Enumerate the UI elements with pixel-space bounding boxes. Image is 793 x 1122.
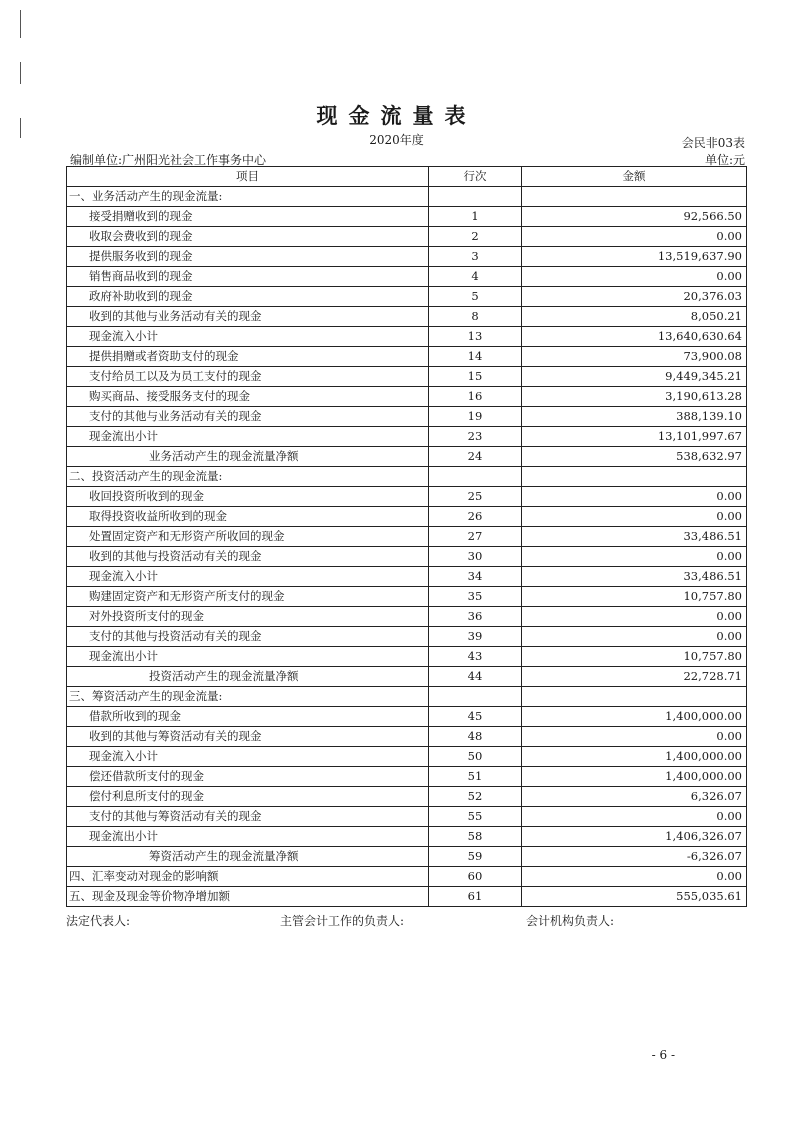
document-title: 现金流量表 — [316, 103, 477, 128]
row-amount: 92,566.50 — [522, 207, 747, 227]
row-line-number: 15 — [429, 367, 522, 387]
scan-margin-mark — [20, 62, 21, 84]
row-line-number: 5 — [429, 287, 522, 307]
section-row — [67, 887, 747, 907]
table-row — [67, 287, 747, 307]
row-line-number: 60 — [429, 867, 522, 887]
table-row — [67, 747, 747, 767]
row-item-label: 现金流出小计 — [67, 647, 429, 667]
row-item-label: 五、现金及现金等价物净增加额 — [67, 887, 429, 907]
table-row — [67, 827, 747, 847]
row-amount: 538,632.97 — [522, 447, 747, 467]
row-item-label: 支付的其他与投资活动有关的现金 — [67, 627, 429, 647]
row-line-number: 52 — [429, 787, 522, 807]
row-item-label: 二、投资活动产生的现金流量: — [67, 467, 429, 487]
row-line-number: 59 — [429, 847, 522, 867]
row-line-number: 48 — [429, 727, 522, 747]
row-amount: 1,400,000.00 — [522, 767, 747, 787]
legal-representative-label: 法定代表人: — [66, 914, 131, 928]
row-item-label: 提供服务收到的现金 — [67, 247, 429, 267]
row-amount: 10,757.80 — [522, 647, 747, 667]
table-row — [67, 527, 747, 547]
row-item-label: 取得投资收益所收到的现金 — [67, 507, 429, 527]
row-line-number: 36 — [429, 607, 522, 627]
table-row — [67, 647, 747, 667]
table-row — [67, 507, 747, 527]
table-row — [67, 427, 747, 447]
row-item-label: 收取会费收到的现金 — [67, 227, 429, 247]
row-amount: 0.00 — [522, 627, 747, 647]
row-line-number: 27 — [429, 527, 522, 547]
row-amount: 13,640,630.64 — [522, 327, 747, 347]
table-row — [67, 307, 747, 327]
row-amount: 33,486.51 — [522, 527, 747, 547]
row-line-number: 51 — [429, 767, 522, 787]
table-row — [67, 567, 747, 587]
row-amount — [522, 187, 747, 207]
table-row — [67, 327, 747, 347]
row-amount: 0.00 — [522, 267, 747, 287]
row-line-number: 13 — [429, 327, 522, 347]
row-line-number: 55 — [429, 807, 522, 827]
row-item-label: 处置固定资产和无形资产所收回的现金 — [67, 527, 429, 547]
row-amount: 0.00 — [522, 227, 747, 247]
row-amount: 555,035.61 — [522, 887, 747, 907]
table-row — [67, 387, 747, 407]
row-line-number: 2 — [429, 227, 522, 247]
row-amount — [522, 467, 747, 487]
table-row — [67, 627, 747, 647]
row-line-number: 44 — [429, 667, 522, 687]
row-amount: 0.00 — [522, 807, 747, 827]
row-amount: 1,400,000.00 — [522, 707, 747, 727]
table-row — [67, 407, 747, 427]
net-total-row — [67, 447, 747, 467]
row-line-number: 30 — [429, 547, 522, 567]
page-number: - 6 - — [651, 1048, 675, 1062]
row-amount: 0.00 — [522, 727, 747, 747]
row-line-number: 26 — [429, 507, 522, 527]
row-amount: 3,190,613.28 — [522, 387, 747, 407]
row-item-label: 四、汇率变动对现金的影响额 — [67, 867, 429, 887]
row-item-label: 现金流入小计 — [67, 747, 429, 767]
row-line-number: 45 — [429, 707, 522, 727]
column-header-line: 行次 — [429, 167, 522, 187]
row-amount: 0.00 — [522, 507, 747, 527]
row-item-label: 支付给员工以及为员工支付的现金 — [67, 367, 429, 387]
organization-name: 编制单位:广州阳光社会工作事务中心 — [70, 153, 267, 167]
row-item-label: 投资活动产生的现金流量净额 — [67, 667, 429, 687]
row-line-number: 3 — [429, 247, 522, 267]
form-number: 会民非03表 — [681, 136, 745, 150]
row-item-label: 接受捐赠收到的现金 — [67, 207, 429, 227]
row-item-label: 现金流出小计 — [67, 827, 429, 847]
row-amount: 0.00 — [522, 867, 747, 887]
row-item-label: 对外投资所支付的现金 — [67, 607, 429, 627]
column-header-item: 项目 — [67, 167, 429, 187]
column-header-amount: 金额 — [522, 167, 747, 187]
row-item-label: 销售商品收到的现金 — [67, 267, 429, 287]
table-row — [67, 367, 747, 387]
row-item-label: 提供捐赠或者资助支付的现金 — [67, 347, 429, 367]
row-amount: 22,728.71 — [522, 667, 747, 687]
row-item-label: 现金流入小计 — [67, 567, 429, 587]
table-row — [67, 207, 747, 227]
row-amount — [522, 687, 747, 707]
table-row — [67, 767, 747, 787]
table-row — [67, 727, 747, 747]
row-amount: 13,101,997.67 — [522, 427, 747, 447]
row-line-number: 24 — [429, 447, 522, 467]
row-amount: 73,900.08 — [522, 347, 747, 367]
row-amount: 1,400,000.00 — [522, 747, 747, 767]
row-line-number: 1 — [429, 207, 522, 227]
row-line-number: 58 — [429, 827, 522, 847]
table-row — [67, 787, 747, 807]
row-line-number: 50 — [429, 747, 522, 767]
table-row — [67, 487, 747, 507]
section-row — [67, 467, 747, 487]
section-row — [67, 187, 747, 207]
report-year: 2020年度 — [369, 133, 424, 147]
row-amount: 9,449,345.21 — [522, 367, 747, 387]
row-item-label: 筹资活动产生的现金流量净额 — [67, 847, 429, 867]
row-line-number: 4 — [429, 267, 522, 287]
section-row — [67, 867, 747, 887]
row-line-number: 23 — [429, 427, 522, 447]
row-item-label: 收回投资所收到的现金 — [67, 487, 429, 507]
table-header-row — [67, 167, 747, 187]
table-row — [67, 267, 747, 287]
row-amount: 388,139.10 — [522, 407, 747, 427]
currency-unit: 单位:元 — [704, 153, 745, 167]
row-line-number: 61 — [429, 887, 522, 907]
row-amount: 0.00 — [522, 487, 747, 507]
row-line-number: 43 — [429, 647, 522, 667]
section-row — [67, 687, 747, 707]
row-item-label: 一、业务活动产生的现金流量: — [67, 187, 429, 207]
net-total-row — [67, 847, 747, 867]
accounting-dept-head-label: 会计机构负责人: — [526, 914, 615, 928]
table-row — [67, 247, 747, 267]
row-item-label: 收到的其他与投资活动有关的现金 — [67, 547, 429, 567]
row-item-label: 业务活动产生的现金流量净额 — [67, 447, 429, 467]
row-item-label: 三、筹资活动产生的现金流量: — [67, 687, 429, 707]
row-item-label: 现金流入小计 — [67, 327, 429, 347]
row-item-label: 偿还借款所支付的现金 — [67, 767, 429, 787]
table-row — [67, 547, 747, 567]
row-line-number: 35 — [429, 587, 522, 607]
row-item-label: 购买商品、接受服务支付的现金 — [67, 387, 429, 407]
row-amount: 1,406,326.07 — [522, 827, 747, 847]
row-amount: 20,376.03 — [522, 287, 747, 307]
cash-flow-table — [66, 166, 747, 907]
row-amount: 6,326.07 — [522, 787, 747, 807]
net-total-row — [67, 667, 747, 687]
row-line-number: 39 — [429, 627, 522, 647]
row-item-label: 收到的其他与业务活动有关的现金 — [67, 307, 429, 327]
row-amount: -6,326.07 — [522, 847, 747, 867]
row-item-label: 现金流出小计 — [67, 427, 429, 447]
row-item-label: 借款所收到的现金 — [67, 707, 429, 727]
table-row — [67, 607, 747, 627]
row-line-number: 19 — [429, 407, 522, 427]
row-amount: 10,757.80 — [522, 587, 747, 607]
row-item-label: 支付的其他与业务活动有关的现金 — [67, 407, 429, 427]
row-item-label: 收到的其他与筹资活动有关的现金 — [67, 727, 429, 747]
row-item-label: 政府补助收到的现金 — [67, 287, 429, 307]
row-line-number — [429, 687, 522, 707]
row-line-number: 16 — [429, 387, 522, 407]
accounting-head-label: 主管会计工作的负责人: — [280, 914, 405, 928]
table-row — [67, 587, 747, 607]
row-line-number: 14 — [429, 347, 522, 367]
table-row — [67, 227, 747, 247]
row-line-number: 8 — [429, 307, 522, 327]
row-line-number — [429, 187, 522, 207]
row-line-number: 34 — [429, 567, 522, 587]
row-item-label: 购建固定资产和无形资产所支付的现金 — [67, 587, 429, 607]
row-amount: 0.00 — [522, 607, 747, 627]
scan-margin-mark — [20, 10, 21, 38]
row-amount: 8,050.21 — [522, 307, 747, 327]
row-line-number: 25 — [429, 487, 522, 507]
table-row — [67, 707, 747, 727]
row-amount: 0.00 — [522, 547, 747, 567]
table-row — [67, 807, 747, 827]
row-line-number — [429, 467, 522, 487]
row-amount: 13,519,637.90 — [522, 247, 747, 267]
row-amount: 33,486.51 — [522, 567, 747, 587]
table-row — [67, 347, 747, 367]
row-item-label: 偿付利息所支付的现金 — [67, 787, 429, 807]
row-item-label: 支付的其他与筹资活动有关的现金 — [67, 807, 429, 827]
